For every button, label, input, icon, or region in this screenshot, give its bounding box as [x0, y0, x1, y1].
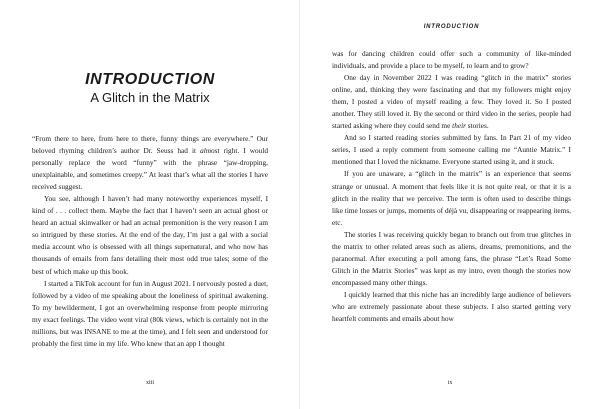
left-page-body: [32, 133, 268, 350]
running-head: INTRODUCTION: [423, 24, 480, 30]
emphasis-text: almost: [200, 146, 220, 156]
paragraph: The stories I was receiving quickly began to branch out from true glitches in the matrix to other related areas such as aliens, dreams, premonitions, and the paranormal. After executing a poll among fans, the phrase “Let’s Read Some Glitch in the Matrix Stories” was kept as my intro, even though the stories now encompassed many other things.: [332, 229, 571, 287]
paragraph-text: “From there to here, from here to there, funny things are everywhere.” Our beloved rhyming children’s author Dr. Seuss had it: [32, 134, 268, 156]
paragraph: You see, although I haven’t had many noteworthy experiences myself, I kind of . . . collect them. Maybe the fact that I haven’t seen an actual ghost or heard an actual skinwalker or had an actual premonition is the very reason I am so intrigued by these stories. At the end of the day, I’m just a gal with a social media account who is obsessed with all things supernatural, and who now has thousands of emails from fans detailing their most odd true tales; some of the best of which make up this book.: [32, 194, 268, 276]
paragraph: If you are unaware, a “glitch in the matrix” is an experience that seems strange or unusual. A moment that feels like it is not quite real, or that it is a glitch in the reality that we perceive. The term is often used to describe things like time losses or jumps, moments of déjà vu, disappearing or reappearing items, etc.: [332, 169, 571, 227]
paragraph: I started a TikTok account for fun in August 2021. I nervously posted a duet, followed by a video of me speaking about the loneliness of spiritual awakening. To my bewilderment, I got an overwhelming response from people mirroring my exact feelings. The video went viral (80k views, which is certainly not in the millions, but was INSANE to me at the time), and I felt seen and understood for probably the first time in my life. Who knew that an app I thought: [32, 278, 268, 348]
page-number: ix: [447, 380, 453, 386]
chapter-title: INTRODUCTION: [85, 71, 215, 88]
paragraph: [32, 133, 268, 193]
right-page-body: [332, 48, 571, 325]
emphasis-text: their: [452, 121, 466, 131]
paragraph: [332, 72, 571, 132]
chapter-subtitle: A Glitch in the Matrix: [90, 90, 210, 105]
paragraph-text: One day in November 2022 I was reading “glitch in the matrix” stories online, and, thinking they were fascinating and that my followers might enjoy them, I posted a video of myself reading a few. They loved it. So I posted another. They still loved it. By the second or third video in the series, people had started asking where they could send me: [332, 73, 571, 131]
paragraph: was for dancing children could offer such a community of like-minded individuals, and provide a place to be myself, to learn and to grow?: [332, 49, 571, 71]
paragraph-text: right. I would personally replace the word “funny” with the phrase “jaw-dropping, unexplainable, and sometimes creepy.” At least that’s what all the stories I have received suggest.: [32, 146, 268, 192]
right-page: [300, 0, 600, 409]
paragraph-text: stories.: [465, 121, 489, 131]
paragraph: And so I started reading stories submitted by fans. In Part 21 of my video series, I used a reply comment from someone calling me “Auntie Matrix.” I mentioned that I loved the nickname. Everyone started using it, and it stuck.: [332, 133, 571, 167]
page-number: xiii: [145, 380, 154, 386]
paragraph: I quickly learned that this niche has an incredibly large audience of believers who are extremely passionate about these subjects. I also started getting very heartfelt comments and emails about how: [332, 289, 571, 324]
